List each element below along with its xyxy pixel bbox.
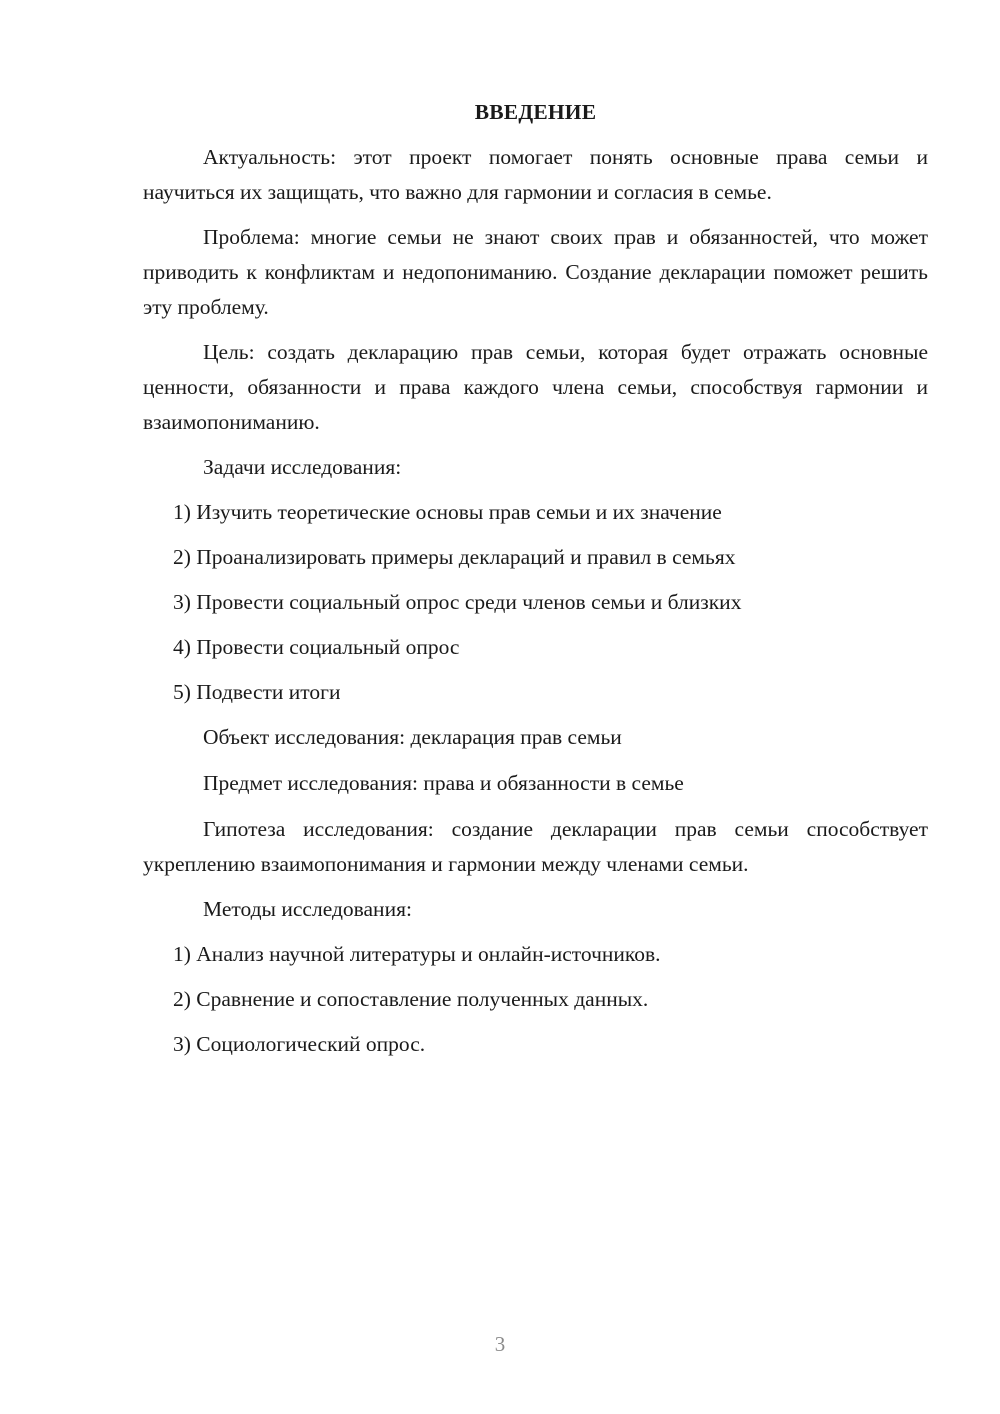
task-item: 3) Провести социальный опрос среди членов семьи и близких <box>173 590 742 614</box>
hypothesis-paragraph: Гипотеза исследования: создание декларации прав семьи способствует укреплению взаимопонимания и гармонии между членами семьи. <box>143 817 928 876</box>
method-item: 1) Анализ научной литературы и онлайн-источников. <box>173 942 661 966</box>
page-number: 3 <box>494 1332 506 1356</box>
research-object: Объект исследования: декларация прав семьи <box>203 725 622 749</box>
problem-paragraph: Проблема: многие семьи не знают своих прав и обязанностей, что может приводить к конфликтам и недопониманию. Создание декларации поможет решить эту проблему. <box>143 225 928 319</box>
tasks-heading: Задачи исследования: <box>203 455 402 479</box>
task-item: 1) Изучить теоретические основы прав семьи и их значение <box>173 500 722 524</box>
relevance-paragraph: Актуальность: этот проект помогает понять основные права семьи и научиться их защищать, что важно для гармонии и согласия в семье. <box>143 145 928 204</box>
task-item: 4) Провести социальный опрос <box>173 635 460 659</box>
methods-heading: Методы исследования: <box>203 897 412 921</box>
document-body <box>143 95 928 1072</box>
page-title: ВВЕДЕНИЕ <box>474 100 597 124</box>
research-subject: Предмет исследования: права и обязанности в семье <box>203 771 684 795</box>
goal-paragraph: Цель: создать декларацию прав семьи, которая будет отражать основные ценности, обязанности и права каждого члена семьи, способствуя гармонии и взаимопониманию. <box>143 340 928 434</box>
method-item: 3) Социологический опрос. <box>173 1032 426 1056</box>
method-item: 2) Сравнение и сопоставление полученных данных. <box>173 987 649 1011</box>
task-item: 5) Подвести итоги <box>173 680 341 704</box>
task-item: 2) Проанализировать примеры деклараций и правил в семьях <box>173 545 736 569</box>
